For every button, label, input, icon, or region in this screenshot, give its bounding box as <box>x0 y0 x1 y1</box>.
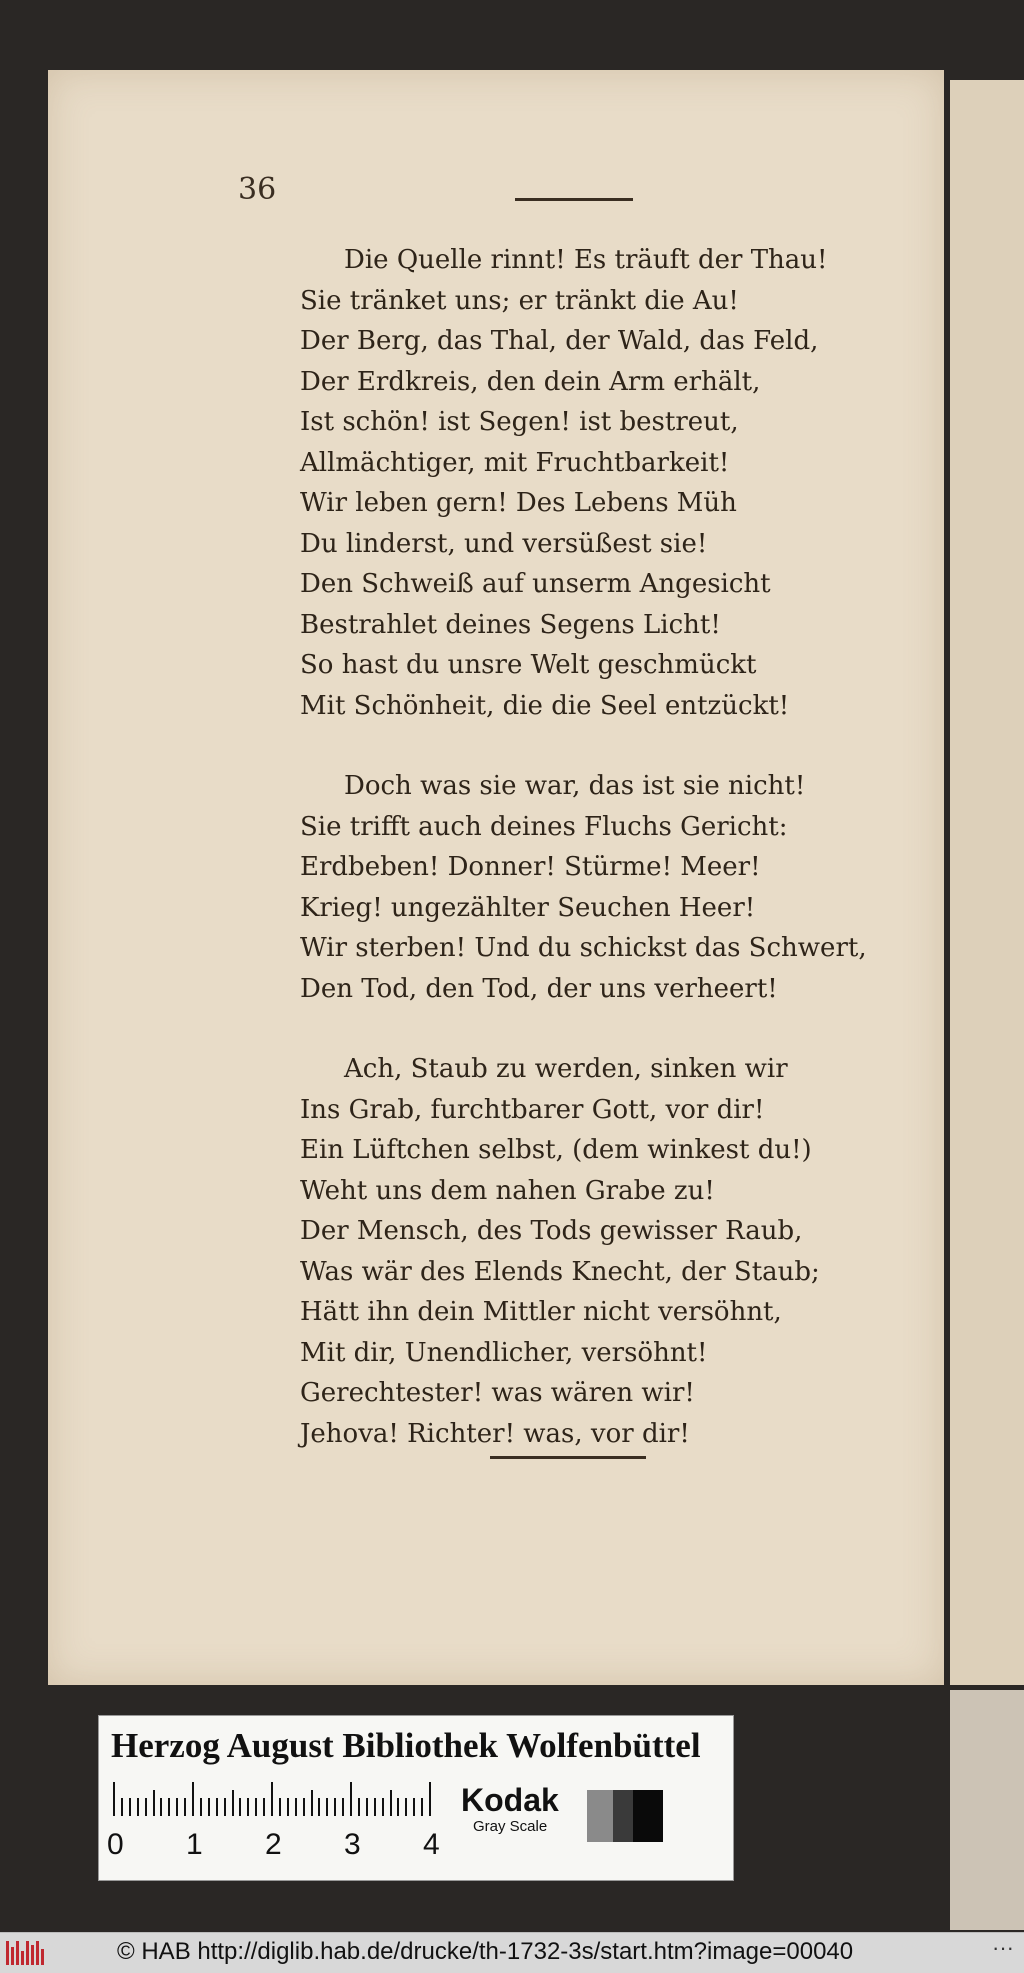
ruler-tick <box>216 1798 218 1816</box>
gray-swatch-dark <box>633 1790 663 1842</box>
poem-line: Allmächtiger, mit Fruchtbarkeit! <box>300 447 730 478</box>
stanza-2 <box>300 766 867 1009</box>
ruler-tick <box>374 1798 376 1816</box>
poem-line: Sie tränket uns; er tränkt die Au! <box>300 285 739 316</box>
source-link[interactable]: © HAB http://diglib.hab.de/drucke/th-1732-3s/start.htm?image=00040 <box>117 1938 854 1965</box>
poem-line: Den Tod, den Tod, der uns verheert! <box>300 973 778 1004</box>
stanza-1 <box>300 240 860 726</box>
poem-line: Die Quelle rinnt! Es träuft der Thau! <box>344 245 828 275</box>
ruler-tick <box>176 1798 178 1816</box>
adjacent-page-edge <box>950 80 1024 1685</box>
ruler-label: 2 <box>265 1828 282 1861</box>
ruler-tick <box>137 1798 139 1816</box>
ruler-tick <box>358 1798 360 1816</box>
ruler-tick <box>342 1798 344 1816</box>
ruler-tick <box>255 1798 257 1816</box>
ruler-tick <box>405 1798 407 1816</box>
ruler-tick <box>224 1798 226 1816</box>
poem-line: Weht uns dem nahen Grabe zu! <box>300 1175 715 1206</box>
poem-line: Krieg! ungezählter Seuchen Heer! <box>300 892 756 923</box>
ruler-tick <box>318 1798 320 1816</box>
poem-line: Jehova! Richter! was, vor dir! <box>300 1418 690 1449</box>
poem-line: Sie trifft auch deines Fluchs Gericht: <box>300 811 788 842</box>
ruler-tick <box>160 1798 162 1816</box>
poem-line: Doch was sie war, das ist sie nicht! <box>344 771 806 801</box>
ruler-tick <box>145 1798 147 1816</box>
poem-line: Den Schweiß auf unserm Angesicht <box>300 569 771 599</box>
ruler-tick <box>263 1798 265 1816</box>
ruler-tick <box>429 1782 431 1816</box>
poem-line: Was wär des Elends Knecht, der Staub; <box>300 1256 820 1287</box>
ruler-tick <box>200 1798 202 1816</box>
ruler-tick <box>350 1782 352 1816</box>
ruler-label: 1 <box>186 1828 203 1861</box>
poem-line: Der Berg, das Thal, der Wald, das Feld, <box>300 326 819 356</box>
ruler-tick <box>153 1790 155 1816</box>
poem-line: Du linderst, und versüßest sie! <box>300 528 708 559</box>
ruler-tick <box>421 1798 423 1816</box>
ruler-tick <box>192 1782 194 1816</box>
ruler-tick <box>168 1798 170 1816</box>
ruler-tick <box>366 1798 368 1816</box>
footer-rule <box>490 1456 646 1459</box>
poem-line: Ein Lüftchen selbst, (dem winkest du!) <box>300 1135 812 1165</box>
ruler-tick <box>334 1798 336 1816</box>
ruler-tick <box>397 1798 399 1816</box>
ruler-tick <box>271 1782 273 1816</box>
ruler-label: 0 <box>107 1828 124 1861</box>
more-menu-icon[interactable]: ··· <box>992 1935 1014 1960</box>
poem-line: Der Mensch, des Tods gewisser Raub, <box>300 1216 803 1246</box>
ruler-tick <box>247 1798 249 1816</box>
gray-scale-label: Gray Scale <box>473 1818 548 1835</box>
card-title: Herzog August Bibliothek Wolfenbüttel <box>111 1726 701 1765</box>
poem-line: Wir sterben! Und du schickst das Schwert, <box>300 933 867 963</box>
ruler-tick <box>113 1782 115 1816</box>
poem-line: Wir leben gern! Des Lebens Müh <box>300 488 737 518</box>
poem-line: Der Erdkreis, den dein Arm erhält, <box>300 366 761 397</box>
hab-barcode-logo-icon <box>6 1941 46 1965</box>
ruler-tick <box>279 1798 281 1816</box>
poem-line: Hätt ihn dein Mittler nicht versöhnt, <box>300 1297 782 1327</box>
ruler-tick <box>287 1798 289 1816</box>
poem-line: Mit Schönheit, die die Seel entzückt! <box>300 690 790 721</box>
header-rule <box>515 198 633 201</box>
poem-line: Mit dir, Unendlicher, versöhnt! <box>300 1337 708 1368</box>
ruler-tick <box>232 1790 234 1816</box>
kodak-label: Kodak <box>461 1782 559 1818</box>
ruler-tick <box>184 1798 186 1816</box>
ruler-tick <box>239 1798 241 1816</box>
poem-line: Bestrahlet deines Segens Licht! <box>300 609 721 640</box>
poem-line: Ist schön! ist Segen! ist bestreut, <box>300 407 739 437</box>
poem-line: So hast du unsre Welt geschmückt <box>300 650 757 680</box>
poem-line: Gerechtester! was wären wir! <box>300 1378 695 1408</box>
ruler-label: 4 <box>423 1828 440 1861</box>
page-number: 36 <box>238 172 277 207</box>
ruler-tick <box>121 1798 123 1816</box>
ruler-tick <box>129 1798 131 1816</box>
stanza-3 <box>300 1049 860 1454</box>
gray-swatch-light <box>587 1790 613 1842</box>
gray-swatch-mid <box>613 1790 633 1842</box>
ruler-tick <box>326 1798 328 1816</box>
ruler-label: 3 <box>344 1828 361 1861</box>
poem-line: Erdbeben! Donner! Stürme! Meer! <box>300 852 761 882</box>
ruler-tick <box>295 1798 297 1816</box>
ruler-tick <box>208 1798 210 1816</box>
ruler-tick <box>303 1798 305 1816</box>
poem-line: Ach, Staub zu werden, sinken wir <box>344 1054 788 1084</box>
adjacent-page-strip <box>950 1690 1024 1930</box>
viewer-footer <box>0 1932 1024 1973</box>
poem-text <box>300 240 867 1454</box>
ruler-tick <box>390 1790 392 1816</box>
color-calibration-card <box>98 1715 734 1881</box>
ruler-tick <box>413 1798 415 1816</box>
ruler <box>113 1782 433 1816</box>
poem-line: Ins Grab, furchtbarer Gott, vor dir! <box>300 1094 765 1125</box>
ruler-tick <box>311 1790 313 1816</box>
ruler-tick <box>382 1798 384 1816</box>
